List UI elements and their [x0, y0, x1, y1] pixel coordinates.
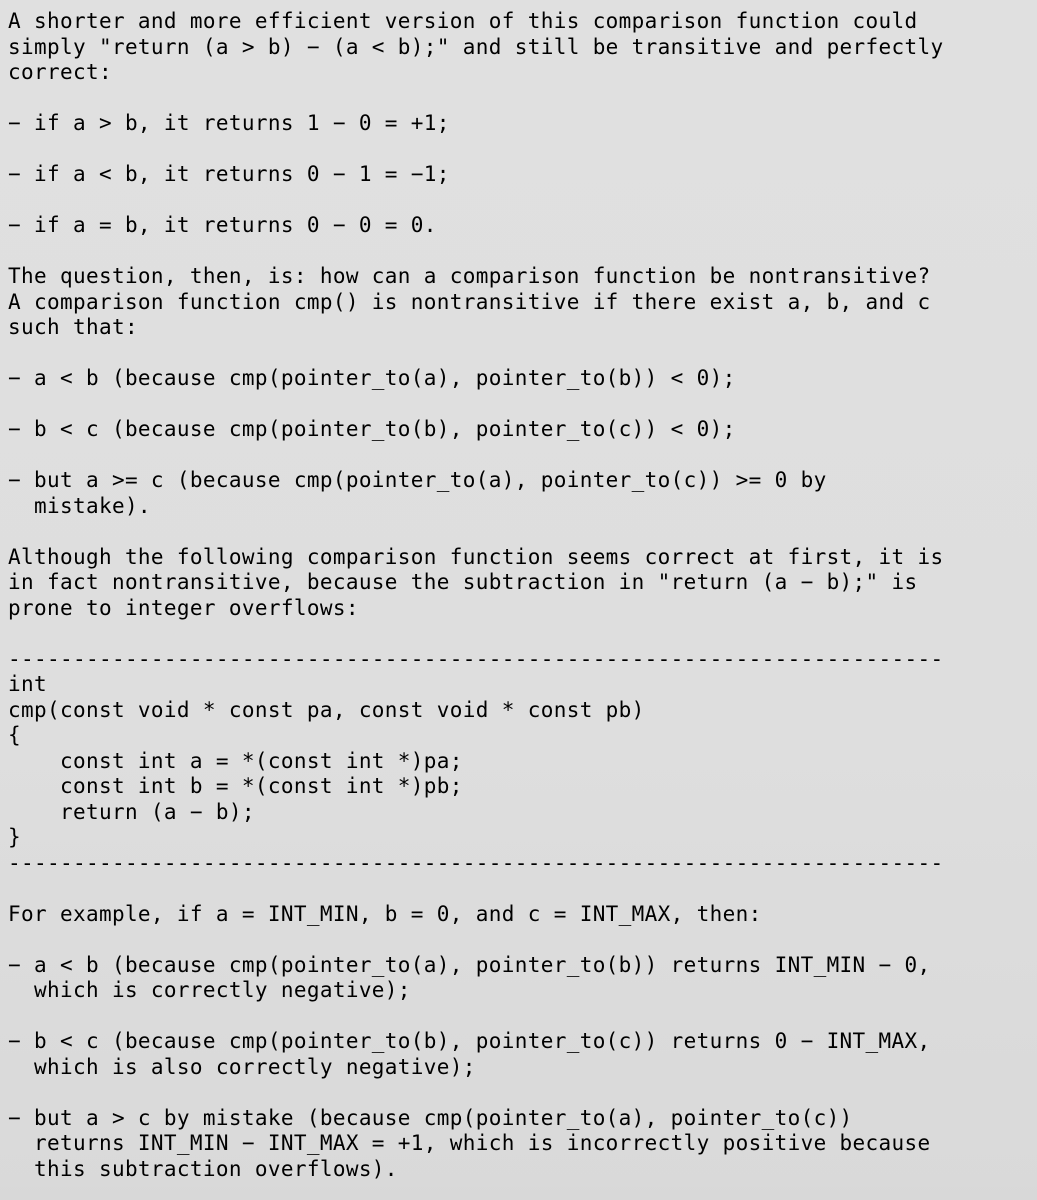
code-block: ------------------------------------------------------------------------ int cmp(const void * const pa, const void * const pb) { const int a = *(const int *)pa; const int b = *(const int *)pb; return (a − b); } ------------------------------------------------------------------------ — [8, 646, 944, 875]
blank-line — [8, 86, 1029, 112]
example-paragraph: For example, if a = INT_MIN, b = 0, and c = INT_MAX, then: — [8, 901, 762, 926]
blank-line — [8, 443, 1029, 469]
condition-b-less-c: − b < c (because cmp(pointer_to(b), pointer_to(c)) < 0); — [8, 417, 736, 441]
blank-line — [8, 392, 1029, 418]
list-item-less: − if a < b, it returns 0 − 1 = −1; — [8, 162, 450, 186]
example-b-less-c: − b < c (because cmp(pointer_to(b), pointer_to(c)) returns 0 − INT_MAX, which is also correctly negative); — [8, 1029, 931, 1079]
condition-a-less-b: − a < b (because cmp(pointer_to(a), pointer_to(b)) < 0); — [8, 366, 736, 390]
blank-line — [8, 137, 1029, 163]
blank-line — [8, 1080, 1029, 1106]
blank-line — [8, 876, 1029, 902]
list-item-greater: − if a > b, it returns 1 − 0 = +1; — [8, 111, 450, 135]
blank-line — [8, 621, 1029, 647]
blank-line — [8, 239, 1029, 265]
intro-paragraph: A shorter and more efficient version of this comparison function could simply "return (a > b) − (a < b);" and still be transitive and perfectly correct: — [8, 9, 944, 84]
question-paragraph: The question, then, is: how can a comparison function be nontransitive? A comparison function cmp() is nontransitive if there exist a, b, and c such that: — [8, 264, 931, 339]
condition-a-not-less-c: − but a >= c (because cmp(pointer_to(a), pointer_to(c)) >= 0 by mistake). — [8, 468, 827, 518]
blank-line — [8, 927, 1029, 953]
example-a-greater-c: − but a > c by mistake (because cmp(pointer_to(a), pointer_to(c)) returns INT_MIN − INT_MAX = +1, which is incorrectly positive because this subtraction overflows). — [8, 1105, 931, 1181]
example-a-less-b: − a < b (because cmp(pointer_to(a), pointer_to(b)) returns INT_MIN − 0, which is correctly negative); — [8, 952, 931, 1002]
blank-line — [8, 1004, 1029, 1030]
bottom-edge-shade — [0, 1182, 1037, 1200]
blank-line — [8, 519, 1029, 545]
blank-line — [8, 341, 1029, 367]
list-item-equal: − if a = b, it returns 0 − 0 = 0. — [8, 213, 437, 237]
overflow-paragraph: Although the following comparison function seems correct at first, it is in fact nontransitive, because the subtraction in "return (a − b);" is prone to integer overflows: — [8, 544, 944, 620]
blank-line — [8, 188, 1029, 214]
